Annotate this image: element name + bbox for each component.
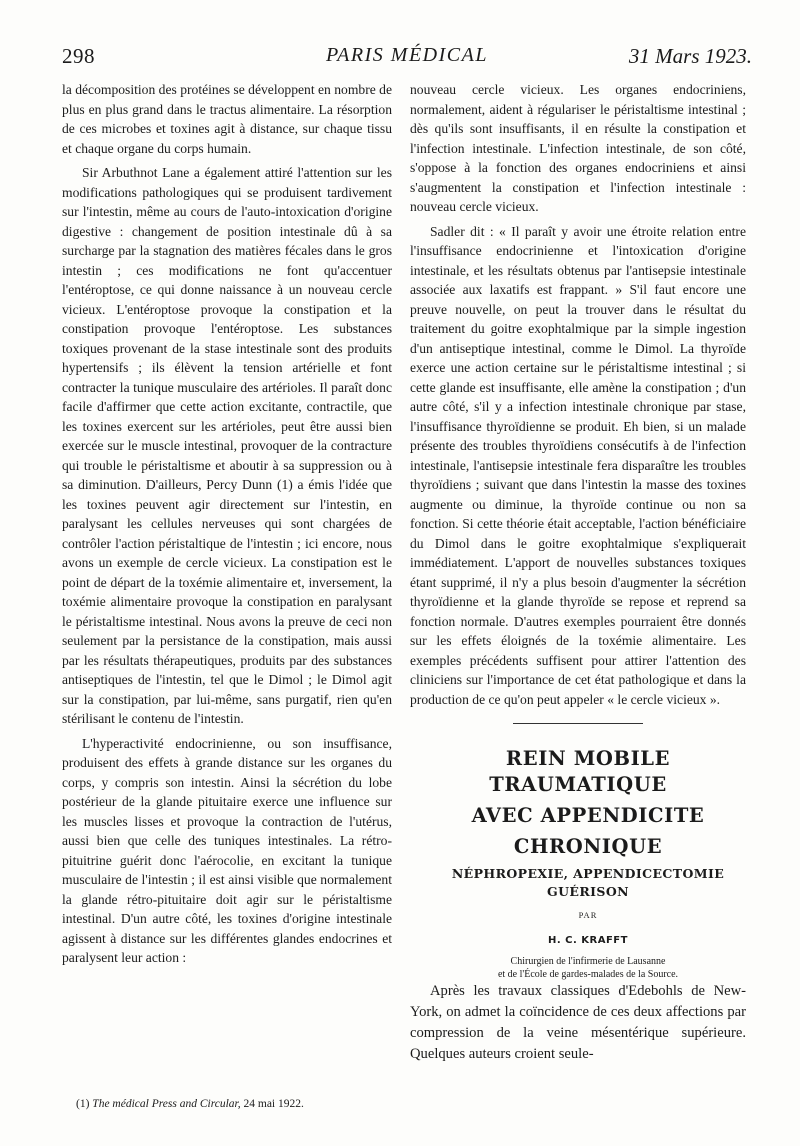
paragraph: Sadler dit : « Il paraît y avoir une étroite relation entre l'insuffisance endocrinienne et l'intoxication d'origine intestinale, et les résultats obtenus par l'antisepsie intestinale associée aux laxatifs est frappant. » S'il faut encore une preuve nouvelle, on peut la trouver dans le résultat du traitement du goitre exophtalmique par la simple ingestion d'un antiseptique intestinal, comme le Dimol. La thyroïde exerce une action certaine sur le péristaltisme intestinal ; si cette glande est insuffisante, elle amène la constipation ; d'un autre côté, s'il y a infection intestinale chronique par stase, l'insuffisance thyroïdienne se produit. Eh bien, si un malade présente des troubles thyroïdiens consécutifs à de l'infection intestinale, l'antisepsie intestinale fera disparaître les troubles thyroïdiens ; suivant que dans l'intestin la masse des toxines augmente ou diminue, la thyroïde continue ou non sa fonction. Si cette théorie était acceptable, l'action bénéficiaire du Dimol dans le goitre exophtalmique s'expliquerait immédiatement. L'apport de nouvelles substances toxiques étant supprimé, il n'y a plus besoin d'augmenter la sécrétion thyroïdienne et la glande thyroïde se repose et reprend sa fonction normale. D'autres exemples pourraient être donnés sur les effets éloignés de la toxémie alimentaire. Les exemples précédents suffisent pour attirer l'attention des cliniciens sur l'importance de cet état pathologique et dans la production de ce qu'on peut appeler « le cercle vicieux ». [410, 223, 746, 707]
author-affiliation: et de l'École de gardes-malades de la Source. [497, 969, 679, 980]
page-number: 298 [62, 44, 95, 68]
author-name: H. C. KRAFFT [548, 934, 628, 946]
article-title-line: REIN MOBILE TRAUMATIQUE [489, 747, 671, 796]
article-subtitle-line: NÉPHROPEXIE, APPENDICECTOMIE [451, 866, 725, 881]
footnote-date: 24 mai 1922. [243, 1098, 304, 1110]
paragraph: L'hyperactivité endocrinienne, ou son insuffisance, produisent des effets à grande distance sur les organes du corps, y compris son intestin. Ainsi la sécrétion du lobe postérieur de la glande pituitaire exerce une influence sur les muscles lisses et provoque la contraction de l'utérus, aussi bien que celle des tuniques intestinales. La rétro-pituitrine guérit donc l'aérocolie, en excitant la tunique musculaire de l'intestin ; il est ainsi visible que normalement la glande rétro-pituitaire doit agir sur le péristaltisme intestinal. D'un autre côté, les toxines d'origine intestinale agissent à distance sur les différentes glandes endocrines et paralysent leur action : [62, 735, 392, 965]
running-head [62, 44, 752, 72]
article-title-line: AVEC APPENDICITE [471, 804, 705, 827]
article-body-paragraph: Après les travaux classiques d'Edebohls de New-York, on admet la coïncidence de ces deux affections par compression de la veine mésentérique supérieure. Quelques auteurs croient seule- [410, 983, 746, 1062]
paragraph: la décomposition des protéines se développent en nombre de plus en plus grand dans le tractus alimentaire. La résorption de ces microbes et toxines agit à distance, sur chaque tissu et chaque organe du corps humain. [62, 82, 392, 156]
right-column [410, 80, 746, 1065]
paragraph: nouveau cercle vicieux. Les organes endocriniens, normalement, aident à régulariser le péristaltisme intestinal ; dès qu'ils sont insuffisants, il en résulte la constipation et l'infection intestinale. L'infection intestinale, de son côté, s'oppose à la fonction des organes endocriniens et ainsi s'augmentent la constipation et l'infection intestinale : nouveau cercle vicieux. [410, 82, 746, 214]
article-subtitle-line: GUÉRISON [547, 884, 629, 899]
byline-par: PAR [578, 910, 598, 920]
journal-title: PARIS MÉDICAL [326, 44, 488, 66]
article-title-line: CHRONIQUE [513, 835, 663, 858]
section-divider [513, 723, 643, 724]
author-affiliation: Chirurgien de l'infirmerie de Lausanne [510, 956, 666, 967]
left-column [62, 80, 392, 968]
paragraph: Sir Arbuthnot Lane a également attiré l'attention sur les modifications pathologiques qui se produisent tardivement sur l'intestin, même au cours de l'auto-intoxication d'origine digestive : changement de position intestinale dû à sa surcharge par la stagnation des matières fécales dans le gros intestin ; ces modifications ne font qu'accentuer l'entéroptose, ce qui donne naissance à un nouveau cercle vicieux. L'entéroptose provoque la constipation et la constipation provoque l'entéroptose. Les substances toxiques provenant de la stase intestinale sont des produits hypertensifs ; ils élèvent la tension artérielle et font contracter la tunique musculaire des artérioles. Il paraît donc facile d'affirmer que cette action excitante, contractile, que les toxines exercent sur les artérioles, peut être aussi bien exercée sur le muscle intestinal, provoquer de la contracture qui trouble le péristaltisme et aboutir à sa suppression ou à sa diminution. D'ailleurs, Percy Dunn (1) a émis l'idée que les toxines peuvent agir directement sur l'intestin, en paralysant les cellules nerveuses qui sont chargées de contrôler l'action péristaltique de l'intestin ; ici encore, nous avons un exemple de cercle vicieux. La constipation est le point de départ de la toxémie alimentaire et, inversement, la toxémie alimentaire provoque la constipation en paralysant le péristaltisme intestinal. Nous avons la preuve de ceci non seulement par la persistance de la constipation, mais aussi par les résultats thérapeutiques, produits par des substances antiseptiques de l'intestin, tel que le Dimol ; le Dimol agit sur la constipation, par lui-même, sans purgatif, rien qu'en stérilisant le contenu de l'intestin. [62, 165, 392, 726]
issue-date: 31 Mars 1923. [628, 44, 752, 68]
article-heading [410, 746, 746, 981]
footnote-source: The médical Press and Circular, [92, 1098, 241, 1110]
footnote-marker: (1) [76, 1098, 90, 1110]
footnote [76, 1098, 396, 1110]
